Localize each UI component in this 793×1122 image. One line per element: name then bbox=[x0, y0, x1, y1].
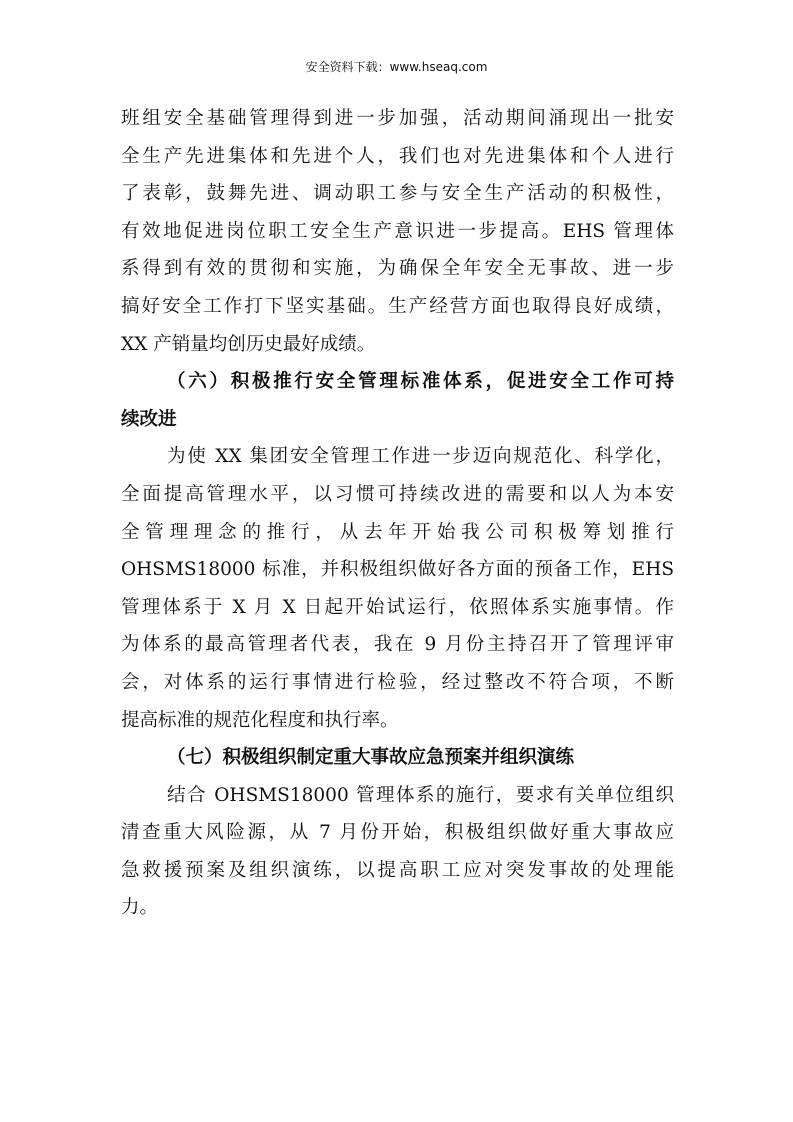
paragraph-line: 为使 XX 集团安全管理工作进一步迈向规范化、科学化， bbox=[167, 446, 674, 468]
paragraph-standard-system bbox=[121, 438, 674, 739]
heading-line: 续改进 bbox=[121, 408, 177, 430]
heading-line: （六）积极推行安全管理标准体系，促进安全工作可持 bbox=[167, 371, 674, 393]
document-body bbox=[121, 100, 674, 927]
paragraph-line: 全管理理念的推行，从去年开始我公司积极筹划推行 bbox=[121, 521, 674, 543]
paragraph-line: 管理体系于 X 月 X 日起开始试运行，依照体系实施事情。作 bbox=[121, 596, 674, 618]
paragraph-line: XX 产销量均创历史最好成绩。 bbox=[121, 333, 376, 355]
paragraph-line: OHSMS18000 标准，并积极组织做好各方面的预备工作，EHS bbox=[121, 559, 674, 581]
paragraph-achievements bbox=[121, 100, 674, 363]
paragraph-line: 提高标准的规范化程度和执行率。 bbox=[121, 709, 399, 731]
paragraph-line: 会，对体系的运行事情进行检验，经过整改不符合项，不断 bbox=[121, 671, 674, 693]
paragraph-line: 为体系的最高管理者代表，我在 9 月份主持召开了管理评审 bbox=[121, 634, 674, 656]
section-heading-7 bbox=[121, 739, 674, 777]
paragraph-line: 清查重大风险源，从 7 月份开始，积极组织做好重大事故应 bbox=[121, 822, 674, 844]
paragraph-line: 系得到有效的贯彻和实施，为确保全年安全无事故、进一步 bbox=[121, 258, 674, 280]
paragraph-line: 全面提高管理水平，以习惯可持续改进的需要和以人为本安 bbox=[121, 483, 674, 505]
paragraph-line: 急救援预案及组织演练，以提高职工应对突发事故的处理能 bbox=[121, 859, 674, 881]
paragraph-line: 有效地促进岗位职工安全生产意识进一步提高。EHS 管理体 bbox=[121, 220, 674, 242]
paragraph-line: 班组安全基础管理得到进一步加强，活动期间涌现出一批安 bbox=[121, 108, 674, 129]
paragraph-emergency-plan bbox=[121, 777, 674, 927]
paragraph-line: 结合 OHSMS18000 管理体系的施行，要求有关单位组织 bbox=[167, 784, 674, 806]
paragraph-line: 全生产先进集体和先进个人，我们也对先进集体和个人进行 bbox=[121, 145, 674, 167]
heading-line: （七）积极组织制定重大事故应急预案并组织演练 bbox=[167, 747, 575, 769]
paragraph-line: 搞好安全工作打下坚实基础。生产经营方面也取得良好成绩， bbox=[121, 295, 674, 317]
page-header: 安全资料下载：www.hseaq.com bbox=[305, 60, 488, 74]
paragraph-line: 了表彰，鼓舞先进、调动职工参与安全生产活动的积极性， bbox=[121, 183, 674, 205]
section-heading-6 bbox=[121, 363, 674, 438]
paragraph-line: 力。 bbox=[121, 897, 159, 919]
